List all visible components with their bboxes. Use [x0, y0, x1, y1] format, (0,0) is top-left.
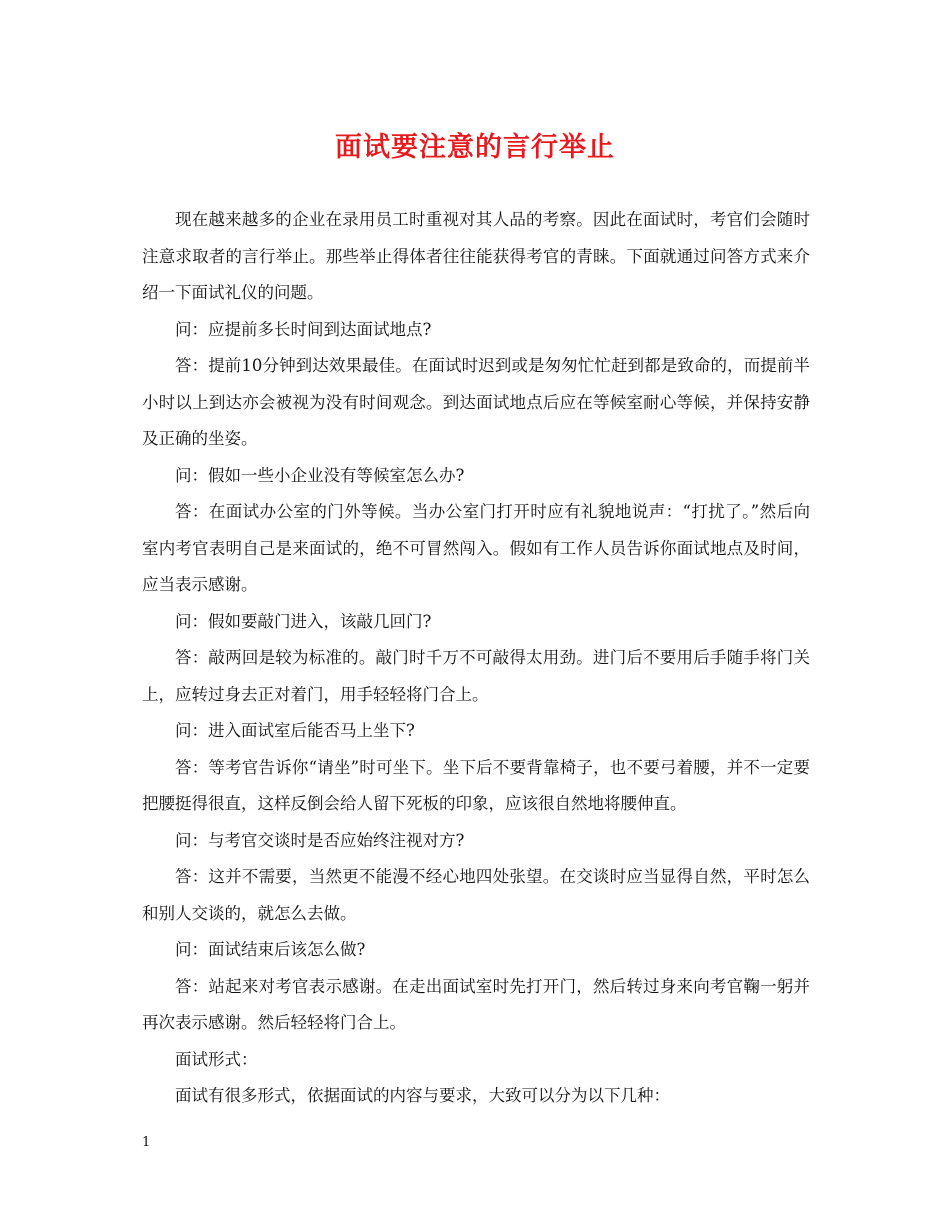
section-heading-interview-forms: 面试形式： [175, 1049, 258, 1069]
question-eye-contact: 问：与考官交谈时是否应始终注视对方? [175, 830, 465, 850]
answer-no-waiting-room: 答：在面试办公室的门外等候。当办公室门打开时应有礼貌地说声：“打扰了。”然后向室内考官表明自己是来面试的，绝不可冒然闯入。假如有工作人员告诉你面试地点及时间，应当表示感谢。 [142, 502, 810, 594]
answer-arrival-time: 答：提前10分钟到达效果最佳。在面试时迟到或是匆匆忙忙赶到都是致命的，而提前半小时以上到达亦会被视为没有时间观念。到达面试地点后应在等候室耐心等候，并保持安静及正确的坐姿。 [142, 356, 810, 448]
intro-paragraph: 现在越来越多的企业在录用员工时重视对其人品的考察。因此在面试时，考官们会随时注意求取者的言行举止。那些举止得体者往往能获得考官的青睐。下面就通过问答方式来介绍一下面试礼仪的问题。 [142, 210, 810, 302]
question-arrival-time: 问：应提前多长时间到达面试地点? [175, 319, 432, 339]
page-number: 1 [142, 1135, 151, 1150]
answer-after-interview: 答：站起来对考官表示感谢。在走出面试室时先打开门，然后转过身来向考官鞠一躬并再次表示感谢。然后轻轻将门合上。 [142, 976, 810, 1032]
question-knocking: 问：假如要敲门进入，该敲几回门? [175, 611, 432, 631]
interview-forms-paragraph: 面试有很多形式，依据面试的内容与要求，大致可以分为以下几种： [175, 1086, 670, 1105]
answer-eye-contact: 答：这并不需要，当然更不能漫不经心地四处张望。在交谈时应当显得自然，平时怎么和别人交谈的，就怎么去做。 [142, 867, 810, 923]
document-body [142, 202, 810, 1115]
answer-sitting: 答：等考官告诉你“请坐”时可坐下。坐下后不要背靠椅子，也不要弓着腰，并不一定要把腰挺得很直，这样反倒会给人留下死板的印象，应该很自然地将腰伸直。 [142, 757, 810, 813]
question-no-waiting-room: 问：假如一些小企业没有等候室怎么办? [175, 465, 465, 485]
document-title: 面试要注意的言行举止 [335, 132, 615, 163]
question-after-interview: 问：面试结束后该怎么做? [175, 940, 366, 959]
question-sitting: 问：进入面试室后能否马上坐下? [175, 721, 415, 740]
answer-knocking: 答：敲两回是较为标准的。敲门时千万不可敲得太用劲。进门后不要用后手随手将门关上，应转过身去正对着门，用手轻轻将门合上。 [142, 648, 810, 704]
